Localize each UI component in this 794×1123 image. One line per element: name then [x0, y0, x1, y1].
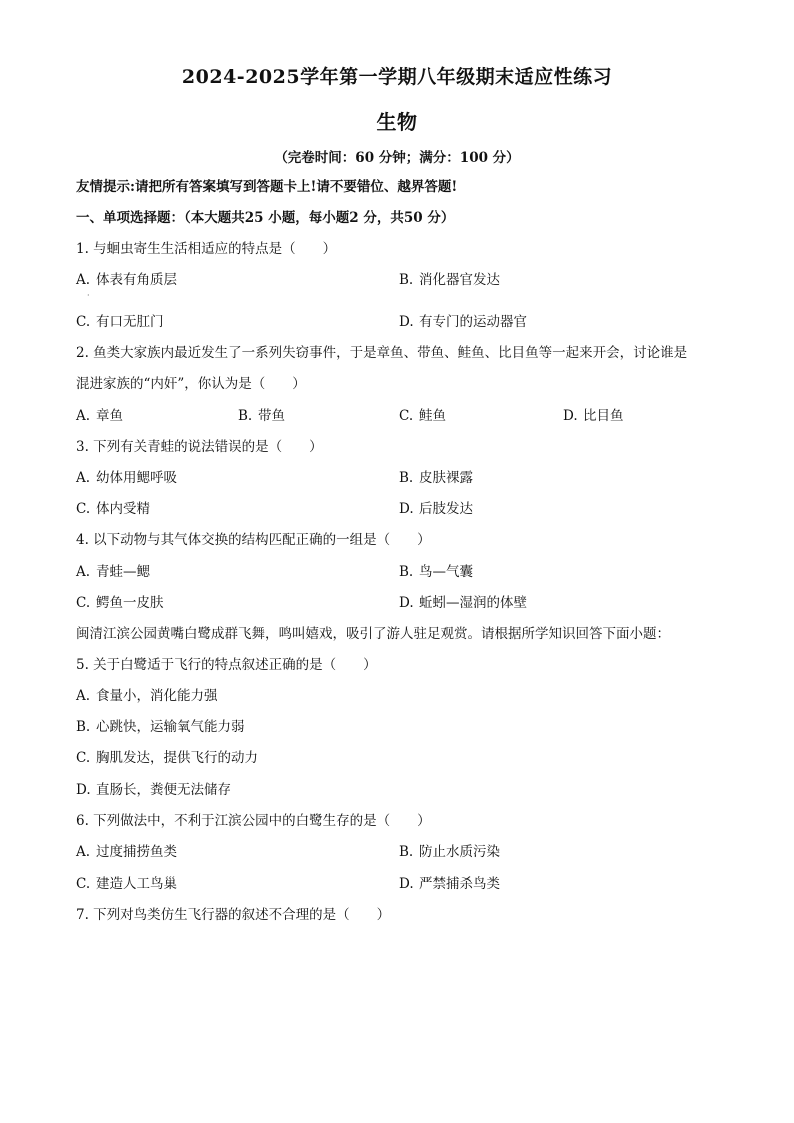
question-4-option-d — [399, 594, 527, 612]
question-5-option-b — [76, 718, 245, 736]
question-6-option-b — [399, 843, 500, 861]
question-2-option-b — [238, 407, 285, 425]
option-text: 鳄鱼一皮肤 — [96, 595, 164, 611]
question-1-option-b — [399, 271, 500, 289]
question-5-option-d — [76, 781, 231, 799]
option-letter: B. — [399, 272, 414, 288]
option-text: 鸟—气囊 — [419, 564, 473, 580]
section-title: 一、单项选择题：（本大题共25 小题，每小题2 分，共50 分） — [76, 210, 455, 226]
stray-dot: · — [87, 291, 90, 300]
option-text: 过度捕捞鱼类 — [96, 844, 177, 860]
option-text: 带鱼 — [258, 408, 285, 424]
question-2-stem: 2. 鱼类大家族内最近发生了一系列失窃事件，于是章鱼、带鱼、鲑鱼、比目鱼等一起来开会，讨论谁是 — [76, 345, 688, 361]
option-text: 后肢发达 — [419, 501, 473, 517]
question-2-stem-cont: 混进家族的“内奸”，你认为是（ ） — [76, 376, 306, 392]
option-text: 食量小，消化能力强 — [96, 688, 218, 704]
option-letter: D. — [399, 501, 414, 517]
option-letter: B. — [399, 470, 414, 486]
option-letter: B. — [76, 719, 91, 735]
option-text: 体内受精 — [96, 501, 150, 517]
question-4-option-b — [399, 563, 473, 581]
option-text: 严禁捕杀鸟类 — [419, 876, 500, 892]
question-4-option-c — [76, 594, 164, 612]
question-3-option-d — [399, 500, 473, 518]
option-letter: A. — [76, 470, 91, 486]
option-text: 防止水质污染 — [419, 844, 500, 860]
question-1-stem: 1. 与蛔虫寄生生活相适应的特点是（ ） — [76, 241, 337, 257]
option-letter: C. — [399, 408, 414, 424]
option-text: 胸肌发达，提供飞行的动力 — [96, 750, 258, 766]
passage: 闽清江滨公园黄嘴白鹭成群飞舞，鸣叫嬉戏，吸引了游人驻足观赏。请根据所学知识回答下面小题： — [76, 626, 670, 642]
option-text: 有专门的运动器官 — [419, 314, 527, 330]
question-4-option-a — [76, 563, 150, 581]
option-text: 蚯蚓—湿润的体壁 — [419, 595, 527, 611]
option-letter: A. — [76, 272, 91, 288]
question-1-option-c — [76, 313, 164, 331]
question-3-stem: 3. 下列有关青蛙的说法错误的是（ ） — [76, 439, 323, 455]
option-letter: B. — [399, 844, 414, 860]
question-5-stem: 5. 关于白鹭适于飞行的特点叙述正确的是（ ） — [76, 657, 377, 673]
option-text: 鲑鱼 — [419, 408, 446, 424]
option-text: 心跳快，运输氧气能力弱 — [96, 719, 245, 735]
option-letter: D. — [76, 782, 91, 798]
option-letter: A. — [76, 844, 91, 860]
option-text: 皮肤裸露 — [419, 470, 473, 486]
question-4-stem: 4. 以下动物与其气体交换的结构匹配正确的一组是（ ） — [76, 532, 431, 548]
question-1-option-d — [399, 313, 527, 331]
option-text: 体表有角质层 — [96, 272, 177, 288]
option-letter: C. — [76, 876, 91, 892]
question-2-option-d — [563, 407, 624, 425]
question-6-option-d — [399, 875, 500, 893]
question-6-option-a — [76, 843, 177, 861]
option-text: 幼体用鳃呼吸 — [96, 470, 177, 486]
option-text: 比目鱼 — [583, 408, 624, 424]
option-letter: A. — [76, 688, 91, 704]
option-letter: D. — [399, 595, 414, 611]
option-letter: D. — [399, 314, 414, 330]
notice: 友情提示:请把所有答案填写到答题卡上!请不要错位、越界答题! — [76, 179, 458, 195]
question-5-option-c — [76, 749, 258, 767]
subject-title: 生物 — [376, 110, 418, 134]
question-2-option-a — [76, 407, 123, 425]
option-letter: A. — [76, 408, 91, 424]
question-3-option-a — [76, 469, 177, 487]
option-text: 建造人工鸟巢 — [96, 876, 177, 892]
question-6-stem: 6. 下列做法中，不利于江滨公园中的白鹭生存的是（ ） — [76, 813, 431, 829]
exam-title: 2024-2025学年第一学期八年级期末适应性练习 — [181, 66, 613, 88]
option-letter: D. — [399, 876, 414, 892]
question-1-option-a — [76, 271, 177, 289]
option-letter: C. — [76, 595, 91, 611]
option-letter: C. — [76, 750, 91, 766]
option-text: 有口无肛门 — [96, 314, 164, 330]
option-letter: B. — [399, 564, 414, 580]
option-letter: A. — [76, 564, 91, 580]
option-text: 直肠长，粪便无法储存 — [96, 782, 231, 798]
option-letter: C. — [76, 501, 91, 517]
option-letter: B. — [238, 408, 253, 424]
option-text: 章鱼 — [96, 408, 123, 424]
option-letter: C. — [76, 314, 91, 330]
option-letter: D. — [563, 408, 578, 424]
question-2-option-c — [399, 407, 446, 425]
option-text: 青蛙—鳃 — [96, 564, 150, 580]
question-3-option-b — [399, 469, 473, 487]
option-text: 消化器官发达 — [419, 272, 500, 288]
question-3-option-c — [76, 500, 150, 518]
question-7-stem: 7. 下列对鸟类仿生飞行器的叙述不合理的是（ ） — [76, 907, 391, 923]
question-5-option-a — [76, 687, 218, 705]
question-6-option-c — [76, 875, 177, 893]
exam-info: （完卷时间：60 分钟；满分：100 分） — [274, 150, 520, 166]
